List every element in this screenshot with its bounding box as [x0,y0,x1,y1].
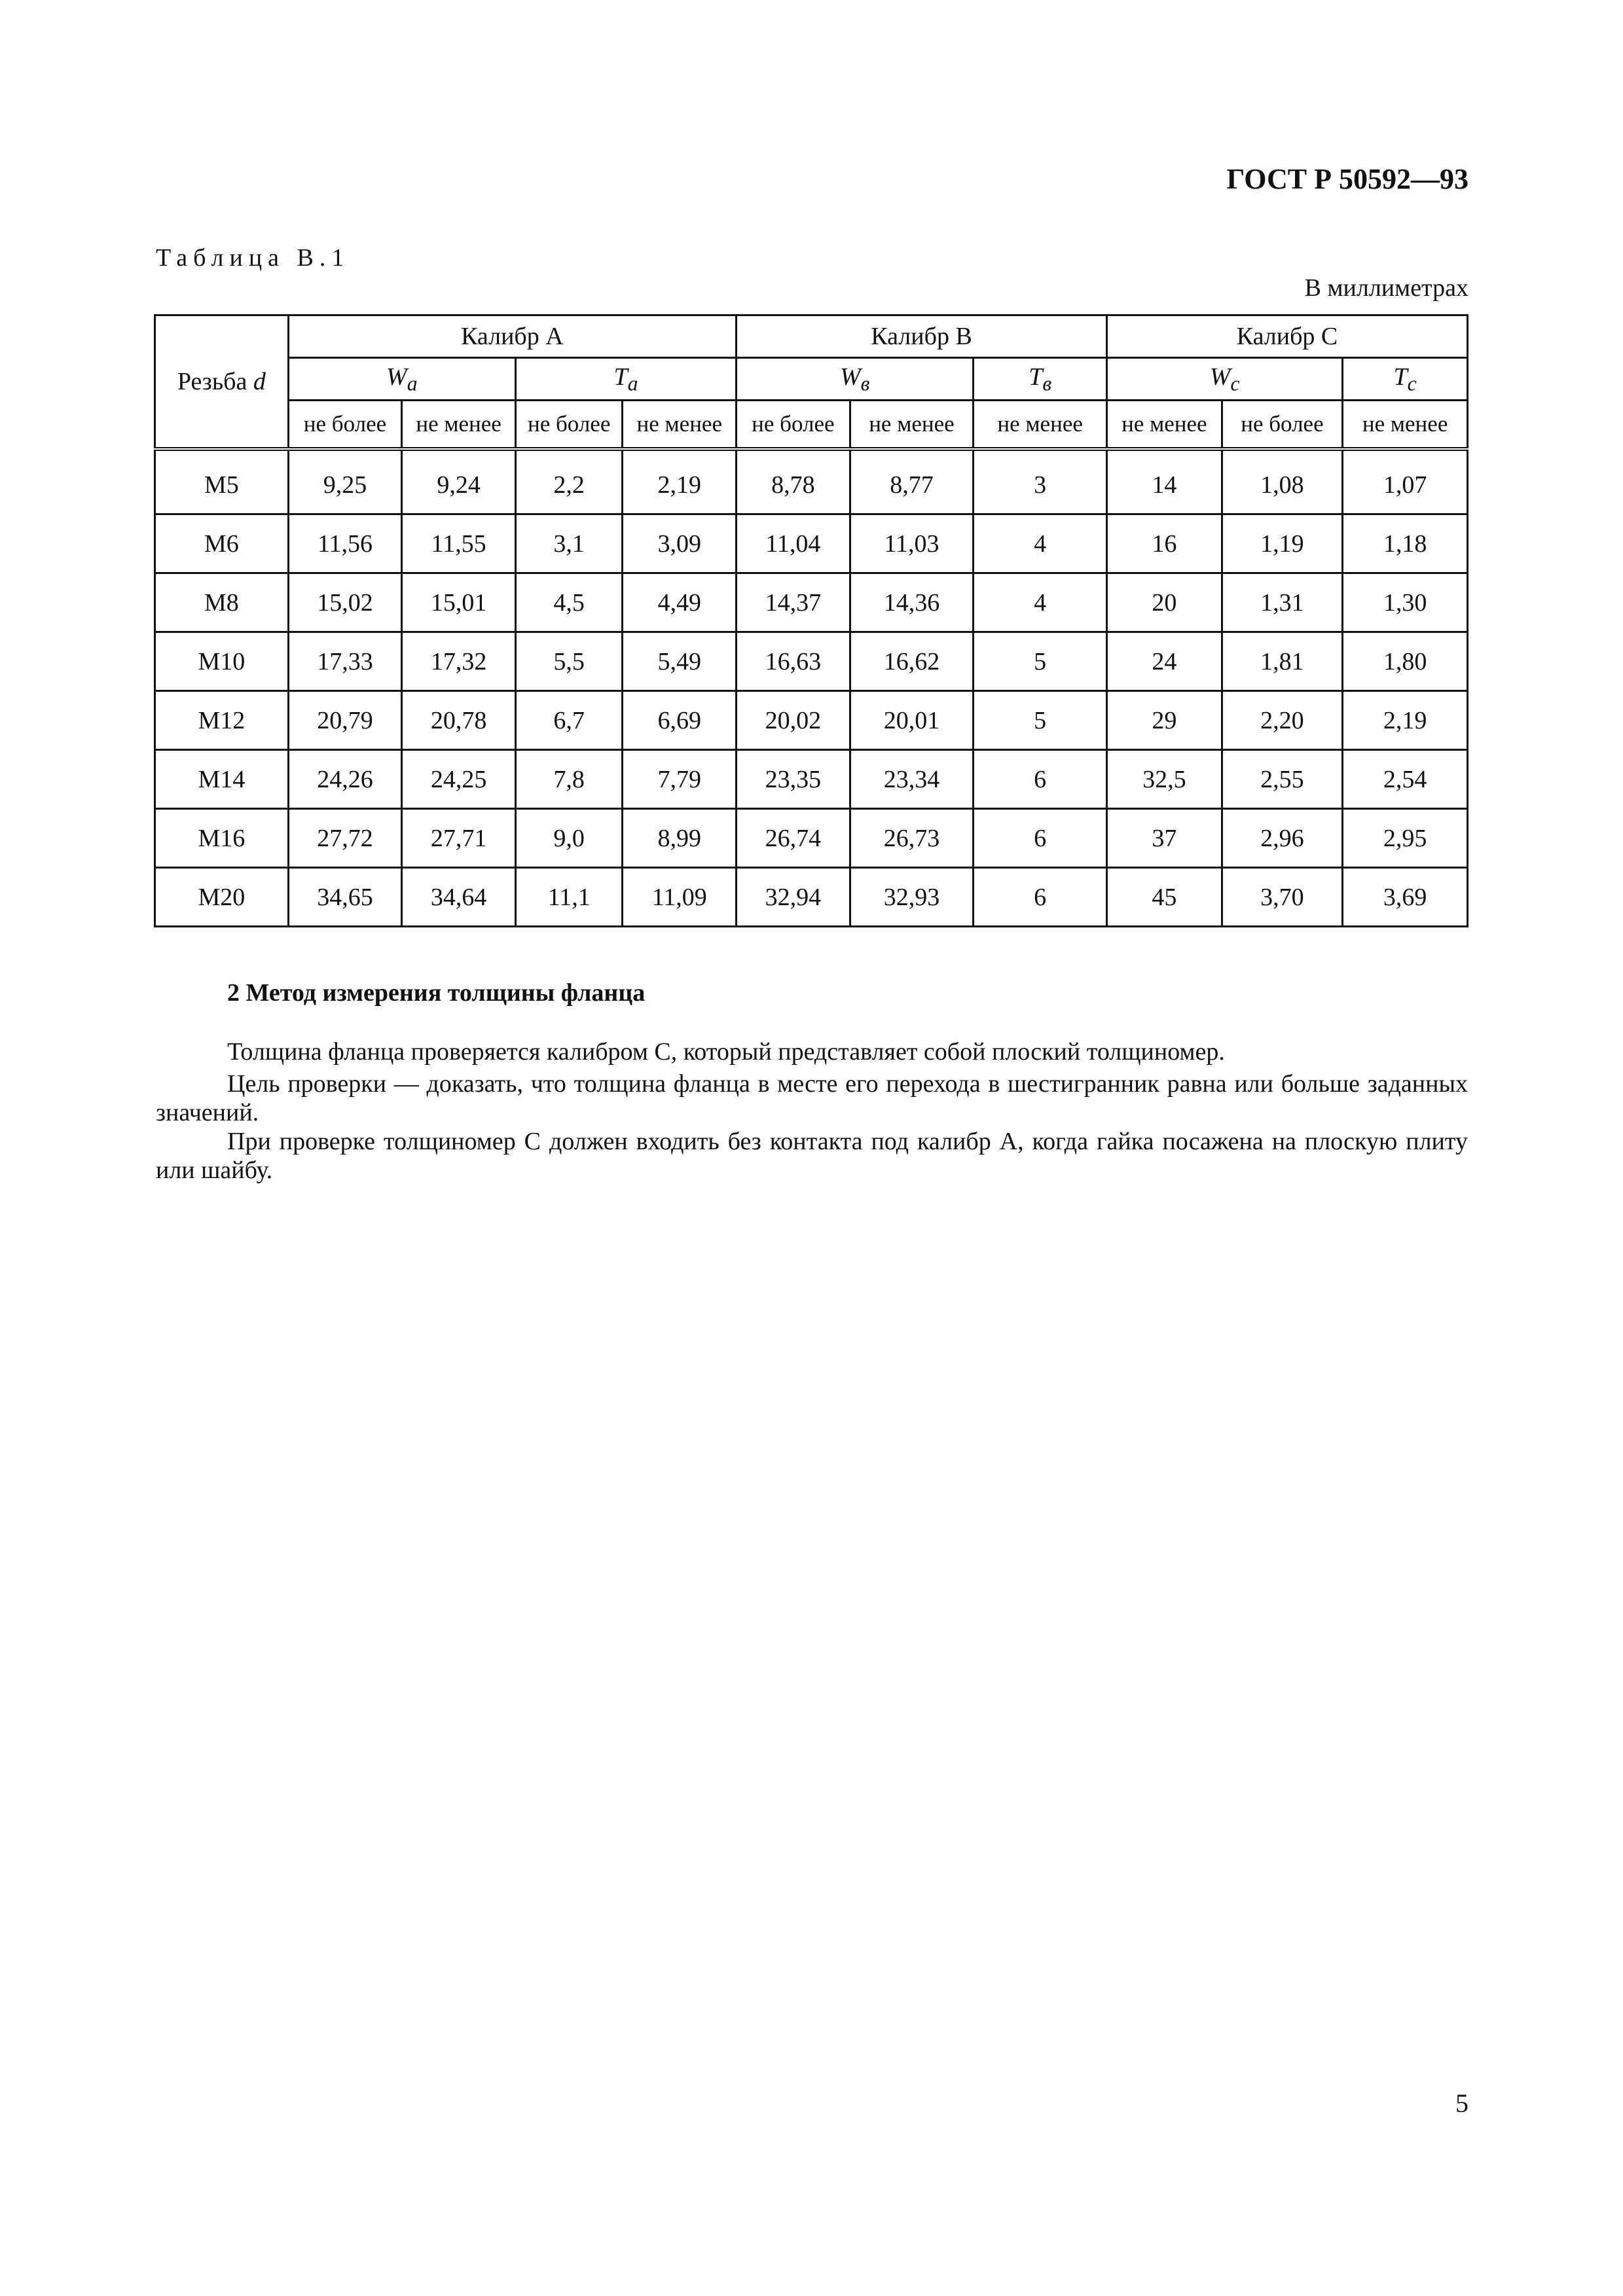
table-cell: 32,94 [737,868,850,927]
table-cell: 4 [974,514,1107,573]
table-cell: 14,37 [737,573,850,632]
thread-size-cell: M12 [155,691,289,750]
limit-header: не более [515,401,623,450]
table-cell: 17,33 [288,632,402,691]
limit-header: не более [288,401,402,450]
thread-size-cell: M10 [155,632,289,691]
table-cell: 45 [1107,868,1222,927]
table-cell: 3,70 [1222,868,1343,927]
thread-size-cell: M14 [155,750,289,809]
table-body [155,449,1468,927]
paragraph [156,1069,1468,1127]
thread-size-cell: M16 [155,809,289,868]
table-cell: 32,5 [1107,750,1222,809]
table-cell: 15,02 [288,573,402,632]
gauge-c-header: Калибр C [1107,315,1468,358]
table-cell: 2,55 [1222,750,1343,809]
table-row [155,691,1468,750]
table-cell: 24 [1107,632,1222,691]
paragraph [156,1037,1468,1066]
limit-header: не более [1222,401,1343,450]
table-cell: 15,01 [402,573,516,632]
table-cell: 1,18 [1343,514,1468,573]
table-cell: 27,71 [402,809,516,868]
table-cell: 7,8 [515,750,623,809]
table-cell: 2,19 [1343,691,1468,750]
table-cell: 3,1 [515,514,623,573]
table-cell: 20,78 [402,691,516,750]
table-cell: 16,63 [737,632,850,691]
table-cell: 6 [974,868,1107,927]
table-cell: 11,55 [402,514,516,573]
table-cell: 4,49 [623,573,737,632]
param-wa-subscript: a [407,372,418,395]
table-cell: 2,2 [515,449,623,514]
table-cell: 16,62 [850,632,974,691]
table-row [155,750,1468,809]
table-cell: 27,72 [288,809,402,868]
table-cell: 37 [1107,809,1222,868]
table-cell: 11,09 [623,868,737,927]
thread-size-cell: M8 [155,573,289,632]
table-cell: 2,20 [1222,691,1343,750]
table-row [155,868,1468,927]
thread-size-cell: M20 [155,868,289,927]
page-number: 5 [1455,2089,1468,2118]
table-cell: 34,65 [288,868,402,927]
table-cell: 23,35 [737,750,850,809]
limit-header: не более [737,401,850,450]
table-cell: 3 [974,449,1107,514]
table-cell: 1,07 [1343,449,1468,514]
param-tc-symbol: T [1393,363,1408,391]
thread-header-label: Резьба [177,368,247,395]
limit-header: не менее [1107,401,1222,450]
param-tv-symbol: T [1029,363,1043,391]
table-cell: 20 [1107,573,1222,632]
table-cell: 11,56 [288,514,402,573]
thread-header [155,315,289,450]
limit-header: не менее [1343,401,1468,450]
param-wc-subscript: c [1230,372,1240,395]
paragraph [156,1127,1468,1185]
param-ta-symbol: T [613,363,628,391]
table-cell: 2,19 [623,449,737,514]
param-tc [1343,358,1468,401]
table-cell: 1,81 [1222,632,1343,691]
param-wc-symbol: W [1209,363,1231,391]
table-cell: 6 [974,809,1107,868]
table-cell: 2,54 [1343,750,1468,809]
limit-header: не менее [402,401,516,450]
table-cell: 5 [974,632,1107,691]
table-cell: 11,1 [515,868,623,927]
table-units: В миллиметрах [1304,274,1468,302]
param-tv [974,358,1107,401]
table-row [155,573,1468,632]
table-cell: 8,77 [850,449,974,514]
gauge-b-header: Калибр B [737,315,1107,358]
param-ta-subscript: a [627,372,638,395]
table-cell: 2,96 [1222,809,1343,868]
param-wa-symbol: W [386,363,407,391]
gauge-a-header: Калибр A [288,315,736,358]
param-wv [737,358,974,401]
table-cell: 7,79 [623,750,737,809]
table-row [155,514,1468,573]
table-cell: 4 [974,573,1107,632]
param-tv-subscript: в [1042,372,1052,395]
table-cell: 1,31 [1222,573,1343,632]
table-cell: 1,30 [1343,573,1468,632]
table-cell: 26,73 [850,809,974,868]
table-cell: 9,0 [515,809,623,868]
table-row [155,449,1468,514]
thread-size-cell: M5 [155,449,289,514]
param-tc-subscript: c [1407,372,1417,395]
table-cell: 5,5 [515,632,623,691]
table-cell: 29 [1107,691,1222,750]
table-cell: 24,26 [288,750,402,809]
paragraph-text: При проверке толщиномер С должен входить без контакта под калибр А, когда гайка посажена на плоскую плиту или шайбу. [156,1128,1468,1184]
standard-code: ГОСТ Р 50592—93 [1226,163,1468,195]
thread-header-symbol: d [253,368,266,395]
table-cell: 5,49 [623,632,737,691]
paragraph-text: Толщина фланца проверяется калибром С, который представляет собой плоский толщиномер. [227,1038,1225,1066]
table-cell: 32,93 [850,868,974,927]
param-wa [288,358,515,401]
table-cell: 11,03 [850,514,974,573]
table-cell: 26,74 [737,809,850,868]
thread-size-cell: M6 [155,514,289,573]
table-cell: 17,32 [402,632,516,691]
table-cell: 1,08 [1222,449,1343,514]
table-cell: 6,7 [515,691,623,750]
table-cell: 2,95 [1343,809,1468,868]
table-cell: 16 [1107,514,1222,573]
table-cell: 11,04 [737,514,850,573]
table-cell: 6 [974,750,1107,809]
table-cell: 8,99 [623,809,737,868]
table-cell: 24,25 [402,750,516,809]
table-cell: 14,36 [850,573,974,632]
table-row [155,632,1468,691]
table-cell: 20,02 [737,691,850,750]
table-cell: 14 [1107,449,1222,514]
limit-header: не менее [850,401,974,450]
table-cell: 6,69 [623,691,737,750]
table-row [155,809,1468,868]
limit-header: не менее [974,401,1107,450]
table-cell: 20,79 [288,691,402,750]
table-cell: 8,78 [737,449,850,514]
paragraph-text: Цель проверки — доказать, что толщина фланца в месте его перехода в шестигранник равна или больше заданных значений. [156,1070,1468,1126]
table-cell: 4,5 [515,573,623,632]
table-cell: 34,64 [402,868,516,927]
limit-header: не менее [623,401,737,450]
param-wv-symbol: W [839,363,861,391]
param-wv-subscript: в [860,372,870,395]
param-wc [1107,358,1343,401]
table-cell: 5 [974,691,1107,750]
table-caption: Таблица В.1 [156,244,350,272]
table-cell: 3,69 [1343,868,1468,927]
section-title: 2 Метод измерения толщины фланца [227,979,646,1007]
table-cell: 20,01 [850,691,974,750]
param-ta [515,358,736,401]
table-cell: 9,24 [402,449,516,514]
table-cell: 9,25 [288,449,402,514]
gauge-dimensions-table [154,314,1468,927]
table-cell: 23,34 [850,750,974,809]
table-cell: 1,80 [1343,632,1468,691]
table-cell: 3,09 [623,514,737,573]
table-cell: 1,19 [1222,514,1343,573]
